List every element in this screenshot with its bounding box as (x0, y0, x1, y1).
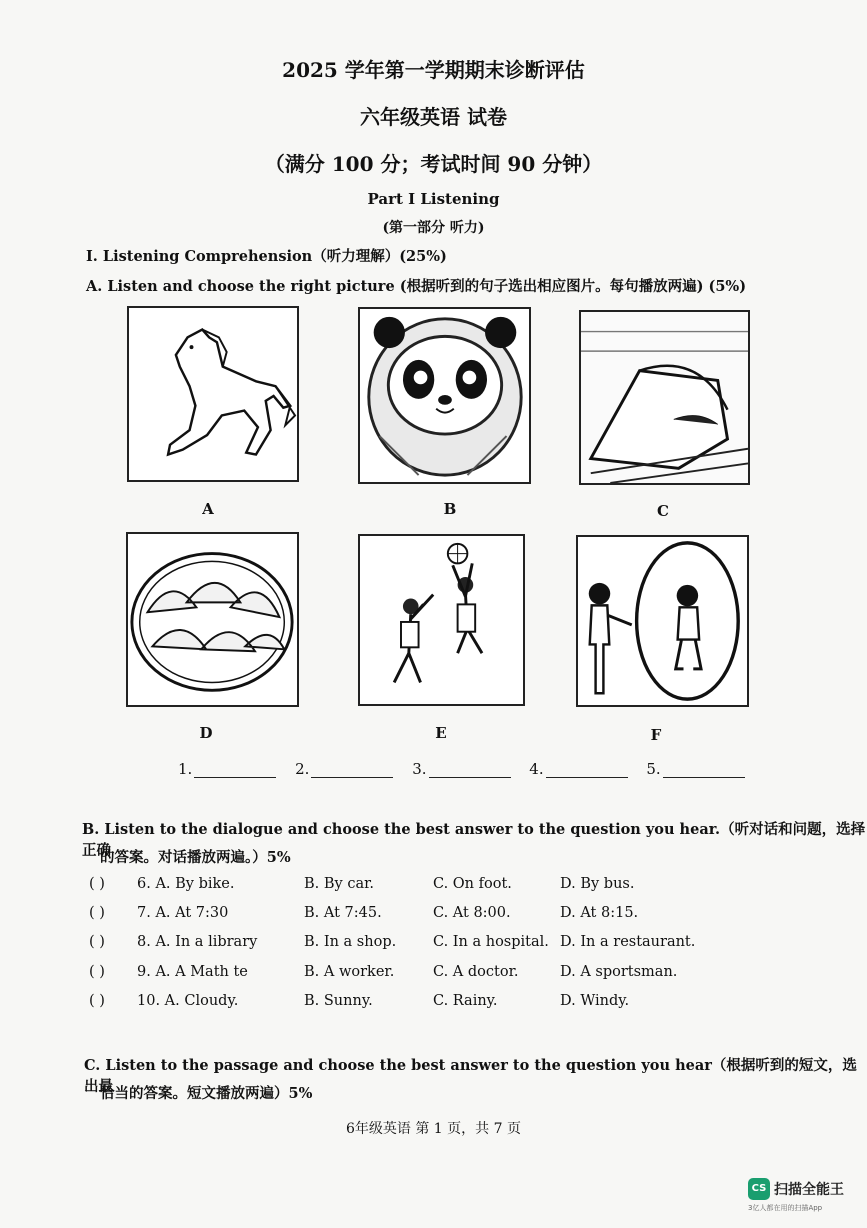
section-b-instruction-line1: B. Listen to the dialogue and choose the best answer to the question you hear.（听对话和问题，选择正确 (82, 821, 866, 859)
scanner-watermark (748, 1176, 858, 1220)
scanner-app-name: 扫描全能王 (774, 1182, 844, 1198)
basketball-icon (360, 536, 523, 704)
option-a: 10. A. Cloudy. (137, 993, 239, 1009)
section-b-instruction-line2: 的答案。对话播放两遍。）5% (100, 849, 291, 866)
answer-paren[interactable]: ( ) (89, 934, 105, 950)
question-row (89, 993, 809, 1015)
option-d: D. Windy. (560, 993, 630, 1009)
option-b: B. By car. (304, 876, 375, 892)
option-d: D. A sportsman. (560, 964, 678, 980)
picture-label-a: A (202, 500, 214, 518)
answer-paren[interactable]: ( ) (89, 905, 105, 921)
picture-label-f: F (650, 726, 662, 744)
question-row (89, 934, 809, 956)
page-footer: 6年级英语 第 1 页，共 7 页 (346, 1121, 521, 1137)
question-row (89, 876, 809, 898)
answer-paren[interactable]: ( ) (89, 876, 105, 892)
picture-label-e: E (435, 724, 447, 742)
picture-label-b: B (443, 500, 457, 518)
picture-b (358, 307, 531, 484)
section-c-instruction-line2: 恰当的答案。短文播放两遍）5% (100, 1085, 313, 1102)
part-heading-cn: (第一部分 听力) (382, 220, 485, 236)
option-c: C. At 8:00. (433, 905, 511, 921)
option-b: B. In a shop. (304, 934, 397, 950)
picture-label-c: C (657, 502, 669, 520)
horse-icon (129, 308, 297, 480)
question-row (89, 905, 809, 927)
option-a: 9. A. A Math te (137, 964, 248, 980)
jump-rope-icon (578, 537, 747, 705)
section-a-instruction: A. Listen and choose the right picture (根据听到的句子选出相应图片。每句播放两遍) (5%) (86, 278, 747, 295)
option-d: D. At 8:15. (560, 905, 639, 921)
scanner-logo-icon: CS (748, 1178, 770, 1200)
option-d: D. By bus. (560, 876, 635, 892)
picture-label-d: D (199, 724, 213, 742)
answer-paren[interactable]: ( ) (89, 964, 105, 980)
answer-blank-2[interactable]: 2. (295, 760, 393, 778)
picture-f (576, 535, 749, 707)
section-1-heading: I. Listening Comprehension（听力理解）(25%) (86, 248, 447, 265)
option-b: B. A worker. (304, 964, 395, 980)
option-d: D. In a restaurant. (560, 934, 696, 950)
section-c-instruction-line1: C. Listen to the passage and choose the best answer to the question you hear（根据听到的短文，选出最 (84, 1057, 857, 1095)
option-a: 7. A. At 7:30 (137, 905, 229, 921)
option-a: 8. A. In a library (137, 934, 258, 950)
option-c: C. A doctor. (433, 964, 519, 980)
option-a: 6. A. By bike. (137, 876, 235, 892)
train-icon (581, 312, 748, 483)
answer-blanks (178, 760, 759, 778)
answer-blank-3[interactable]: 3. (412, 760, 510, 778)
answer-blank-5[interactable]: 5. (646, 760, 744, 778)
exam-title: 2025 学年第一学期期末诊断评估 (282, 58, 585, 82)
option-b: B. Sunny. (304, 993, 373, 1009)
picture-c (579, 310, 750, 485)
exam-subtitle: 六年级英语 试卷 (360, 105, 507, 129)
picture-a (127, 306, 299, 482)
dumplings-icon (128, 534, 297, 705)
option-c: C. On foot. (433, 876, 512, 892)
option-b: B. At 7:45. (304, 905, 382, 921)
score-info: （满分 100 分；考试时间 90 分钟） (264, 152, 603, 176)
option-c: C. Rainy. (433, 993, 498, 1009)
picture-e (358, 534, 525, 706)
answer-paren[interactable]: ( ) (89, 993, 105, 1009)
panda-mascot-icon (360, 309, 529, 482)
picture-d (126, 532, 299, 707)
answer-blank-1[interactable]: 1. (178, 760, 276, 778)
option-c: C. In a hospital. (433, 934, 549, 950)
scanner-tagline: 3亿人都在用的扫描App (748, 1204, 823, 1212)
answer-blank-4[interactable]: 4. (529, 760, 627, 778)
part-heading: Part I Listening (367, 190, 500, 208)
question-row (89, 964, 809, 986)
